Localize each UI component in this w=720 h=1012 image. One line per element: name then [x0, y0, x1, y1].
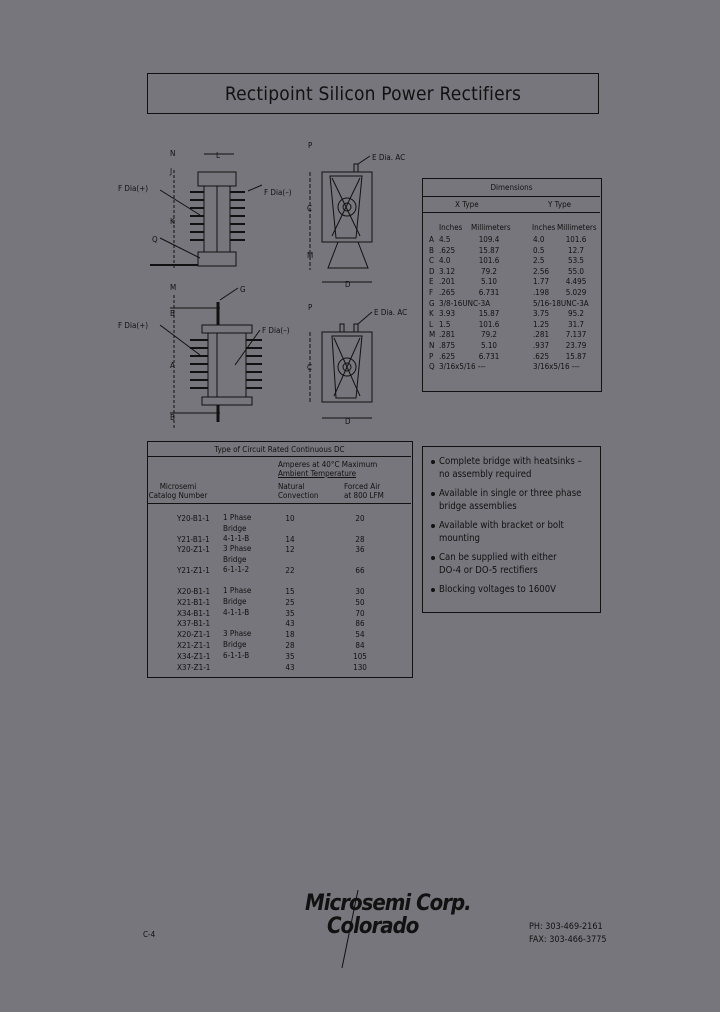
- x-span: 3/8-16UNC-3A: [439, 298, 491, 308]
- dimension-letter: D: [429, 266, 435, 276]
- catalog-number: X37-B1-1: [177, 619, 211, 628]
- bullet-icon: [431, 524, 435, 528]
- catalog-number: Y20-B1-1: [177, 514, 210, 523]
- forced-air-amps: 36: [355, 545, 365, 554]
- x-mm: 6.731: [478, 288, 500, 297]
- features-box: [422, 446, 601, 613]
- forced-air-amps: 105: [353, 652, 367, 661]
- label-n: N: [170, 149, 176, 158]
- y-inches: .198: [533, 288, 550, 297]
- x-mm-header: Millimeters: [471, 223, 511, 232]
- natural-convection-amps: 12: [285, 545, 295, 554]
- forced-air-amps: 20: [355, 514, 365, 523]
- forced-header-2: at 800 LFM: [344, 491, 384, 500]
- label-l: L: [216, 151, 221, 160]
- y-mm: 53.5: [567, 256, 585, 266]
- label-m: M: [307, 251, 314, 260]
- natural-convection-amps: 15: [285, 587, 295, 596]
- label-m2: M: [170, 283, 177, 292]
- y-inches: .937: [533, 341, 550, 350]
- forced-air-amps: 86: [355, 619, 365, 628]
- feature-item: [431, 520, 596, 545]
- x-type-header: X Type: [455, 200, 479, 209]
- catalog-number: X37-Z1-1: [177, 663, 211, 672]
- natural-convection-amps: 35: [285, 652, 295, 661]
- y-inches: 4.0: [533, 235, 545, 244]
- label-j: J: [170, 167, 173, 176]
- circuit-type: Bridge: [223, 640, 247, 649]
- circuit-type: 1 Phase: [223, 586, 252, 595]
- logo-line-1: Microsemi Corp.: [305, 891, 471, 916]
- dimensions-title: Dimensions: [490, 183, 533, 192]
- natural-convection-amps: 25: [285, 598, 295, 607]
- x-mm: 5.10: [480, 341, 498, 350]
- dimension-letter: K: [429, 309, 434, 319]
- x-inches: .281: [439, 330, 456, 340]
- label-f-dia-neg-2: F Dia(–): [262, 326, 290, 335]
- dimension-letter: C: [429, 256, 435, 266]
- feature-text: Can be supplied with either: [439, 552, 557, 563]
- natural-convection-amps: 35: [285, 609, 295, 618]
- y-span: 3/16x5/16 ---: [533, 362, 580, 372]
- dimension-letter: L: [429, 319, 434, 329]
- catalog-number: X34-B1-1: [177, 609, 211, 618]
- phone-number: PH: 303-469-2161: [529, 922, 603, 932]
- amperes-header-2: Ambient Temperature: [278, 469, 357, 478]
- forced-air-amps: 84: [355, 641, 365, 650]
- y-inches: 2.5: [533, 256, 545, 266]
- bullet-icon: [431, 588, 435, 592]
- feature-item: [431, 456, 596, 481]
- y-mm: 15.87: [565, 351, 587, 361]
- logo-line-mark: [340, 888, 360, 970]
- label-k: K: [170, 217, 175, 226]
- feature-text-2: DO-4 or DO-5 rectifiers: [439, 564, 538, 576]
- y-inches: 1.25: [533, 319, 550, 329]
- page-title: Rectipoint Silicon Power Rectifiers: [147, 73, 599, 114]
- x-inches: .201: [439, 277, 456, 287]
- y-mm: 5.029: [565, 288, 587, 297]
- forced-air-amps: 130: [353, 663, 367, 672]
- circuit-type: 6-1-1-B: [223, 651, 250, 660]
- x-inches-header: Inches: [439, 223, 463, 232]
- feature-text-2: mounting: [439, 532, 480, 544]
- feature-text-2: bridge assemblies: [439, 500, 517, 512]
- circuit-type: Bridge: [223, 524, 247, 533]
- dimension-letter: A: [429, 235, 434, 244]
- dimension-letter: B: [429, 245, 434, 255]
- bullet-icon: [431, 556, 435, 560]
- feature-item: [431, 584, 596, 597]
- label-b: B: [170, 309, 175, 318]
- label-b2: B: [170, 413, 175, 422]
- y-inches: 3.75: [533, 309, 550, 319]
- label-d2: D: [345, 417, 351, 426]
- x-mm: 79.2: [480, 266, 498, 276]
- y-mm: 23.79: [565, 341, 587, 350]
- label-e-dia-ac-2: E Dia. AC: [374, 308, 408, 317]
- feature-text: Available with bracket or bolt: [439, 520, 564, 531]
- circuit-type: 4-1-1-B: [223, 608, 250, 617]
- catalog-number: X20-B1-1: [177, 587, 211, 596]
- y-inches: 2.56: [533, 266, 550, 276]
- feature-text-2: no assembly required: [439, 468, 532, 480]
- dimension-letter: E: [429, 277, 434, 287]
- feature-item: [431, 488, 596, 513]
- x-mm: 101.6: [478, 319, 500, 329]
- fax-number: FAX: 303-466-3775: [529, 935, 607, 945]
- natural-convection-amps: 43: [285, 663, 295, 672]
- x-inches: 4.5: [439, 235, 451, 244]
- natural-header: Natural: [278, 482, 305, 491]
- feature-text: Blocking voltages to 1600V: [439, 584, 557, 595]
- microsemi-logo: [305, 893, 471, 938]
- y-span: 5/16-18UNC-3A: [533, 298, 589, 308]
- x-inches: .265: [439, 288, 456, 297]
- circuit-type: 1 Phase: [223, 513, 252, 522]
- dimension-letter: N: [429, 341, 435, 350]
- y-mm: 4.495: [565, 277, 587, 287]
- mechanical-drawings: [150, 130, 420, 430]
- page-number: C-4: [143, 930, 156, 939]
- dimensions-table: [422, 178, 602, 392]
- x-inches: 4.0: [439, 256, 451, 266]
- natural-convection-amps: 18: [285, 630, 295, 639]
- x-mm: 5.10: [480, 277, 498, 287]
- label-g: G: [240, 285, 246, 294]
- y-mm-header: Millimeters: [557, 223, 597, 232]
- x-span: 3/16x5/16 ---: [439, 362, 486, 372]
- y-mm: 31.7: [567, 319, 585, 329]
- catalog-header: Microsemi: [159, 482, 197, 491]
- dimension-letter: F: [429, 288, 434, 297]
- circuit-type: 3 Phase: [223, 629, 252, 638]
- dimension-letter: G: [429, 298, 435, 308]
- y-inches: 1.77: [533, 277, 550, 287]
- feature-text: Complete bridge with heatsinks –: [439, 456, 582, 467]
- label-q: Q: [152, 235, 158, 244]
- y-mm: 7.137: [565, 330, 587, 340]
- catalog-number: X34-Z1-1: [177, 652, 211, 661]
- catalog-number: X21-Z1-1: [177, 641, 211, 650]
- y-inches: .281: [533, 330, 550, 340]
- x-inches: .625: [439, 351, 456, 361]
- circuit-type: Bridge: [223, 597, 247, 606]
- dimension-letter: Q: [429, 362, 435, 372]
- logo-line-2: Colorado: [327, 914, 419, 939]
- circuit-title: Type of Circuit Rated Continuous DC: [214, 445, 345, 454]
- natural-convection-amps: 28: [285, 641, 295, 650]
- x-mm: 101.6: [478, 256, 500, 266]
- forced-air-amps: 50: [355, 598, 365, 607]
- forced-air-amps: 54: [355, 630, 365, 639]
- bullet-icon: [431, 460, 435, 464]
- circuit-type: 4-1-1-B: [223, 534, 250, 543]
- y-mm: 95.2: [567, 309, 585, 319]
- natural-convection-amps: 22: [285, 566, 295, 575]
- catalog-number: Y21-Z1-1: [177, 566, 210, 575]
- forced-air-amps: 30: [355, 587, 365, 596]
- x-inches: .875: [439, 341, 456, 350]
- dimension-letter: M: [429, 330, 436, 340]
- label-c: C: [307, 204, 313, 213]
- x-type-side-view: [150, 154, 262, 270]
- label-c2: C: [307, 363, 313, 372]
- catalog-number: X20-Z1-1: [177, 630, 211, 639]
- x-type-end-view: [310, 156, 372, 282]
- bullet-icon: [431, 492, 435, 496]
- natural-convection-amps: 43: [285, 619, 295, 628]
- x-inches: 3.93: [439, 309, 456, 319]
- circuit-type: Bridge: [223, 555, 247, 564]
- natural-header-2: Convection: [278, 491, 319, 500]
- label-f-dia-pos-2: F Dia(+): [118, 321, 149, 330]
- x-mm: 6.731: [478, 351, 500, 361]
- x-inches: .625: [439, 245, 456, 255]
- label-d: D: [345, 280, 351, 289]
- circuit-type: 3 Phase: [223, 544, 252, 553]
- y-type-end-view: [310, 312, 372, 418]
- label-f-dia-pos: F Dia(+): [118, 184, 149, 193]
- forced-header: Forced Air: [344, 482, 381, 491]
- x-mm: 109.4: [478, 235, 500, 244]
- natural-convection-amps: 14: [285, 535, 295, 544]
- x-mm: 15.87: [478, 309, 500, 319]
- x-mm: 15.87: [478, 245, 500, 255]
- catalog-number: Y21-B1-1: [177, 535, 210, 544]
- circuit-ratings-table: [147, 441, 413, 678]
- catalog-number: X21-B1-1: [177, 598, 211, 607]
- y-type-side-view: [160, 288, 262, 430]
- y-type-header: Y Type: [548, 200, 572, 209]
- y-mm: 55.0: [567, 266, 585, 276]
- x-mm: 79.2: [480, 330, 498, 340]
- y-inches: 0.5: [533, 245, 545, 255]
- y-inches: .625: [533, 351, 550, 361]
- label-p2: P: [308, 303, 313, 312]
- amperes-header: Amperes at 40°C Maximum: [278, 460, 378, 469]
- label-p: P: [308, 141, 313, 150]
- forced-air-amps: 66: [355, 566, 365, 575]
- y-mm: 12.7: [567, 245, 585, 255]
- y-mm: 101.6: [565, 235, 587, 244]
- feature-text: Available in single or three phase: [439, 488, 582, 499]
- dimension-letter: P: [429, 351, 434, 361]
- y-inches-header: Inches: [532, 223, 556, 232]
- catalog-header-2: Catalog Number: [148, 491, 208, 500]
- forced-air-amps: 28: [355, 535, 365, 544]
- x-inches: 3.12: [439, 266, 456, 276]
- circuit-type: 6-1-1-2: [223, 565, 250, 574]
- forced-air-amps: 70: [355, 609, 365, 618]
- label-f-dia-neg: F Dia(–): [264, 188, 292, 197]
- label-e-dia-ac: E Dia. AC: [372, 153, 406, 162]
- x-inches: 1.5: [439, 319, 451, 329]
- natural-convection-amps: 10: [285, 514, 295, 523]
- catalog-number: Y20-Z1-1: [177, 545, 210, 554]
- feature-item: [431, 552, 596, 577]
- label-a: A: [170, 361, 175, 370]
